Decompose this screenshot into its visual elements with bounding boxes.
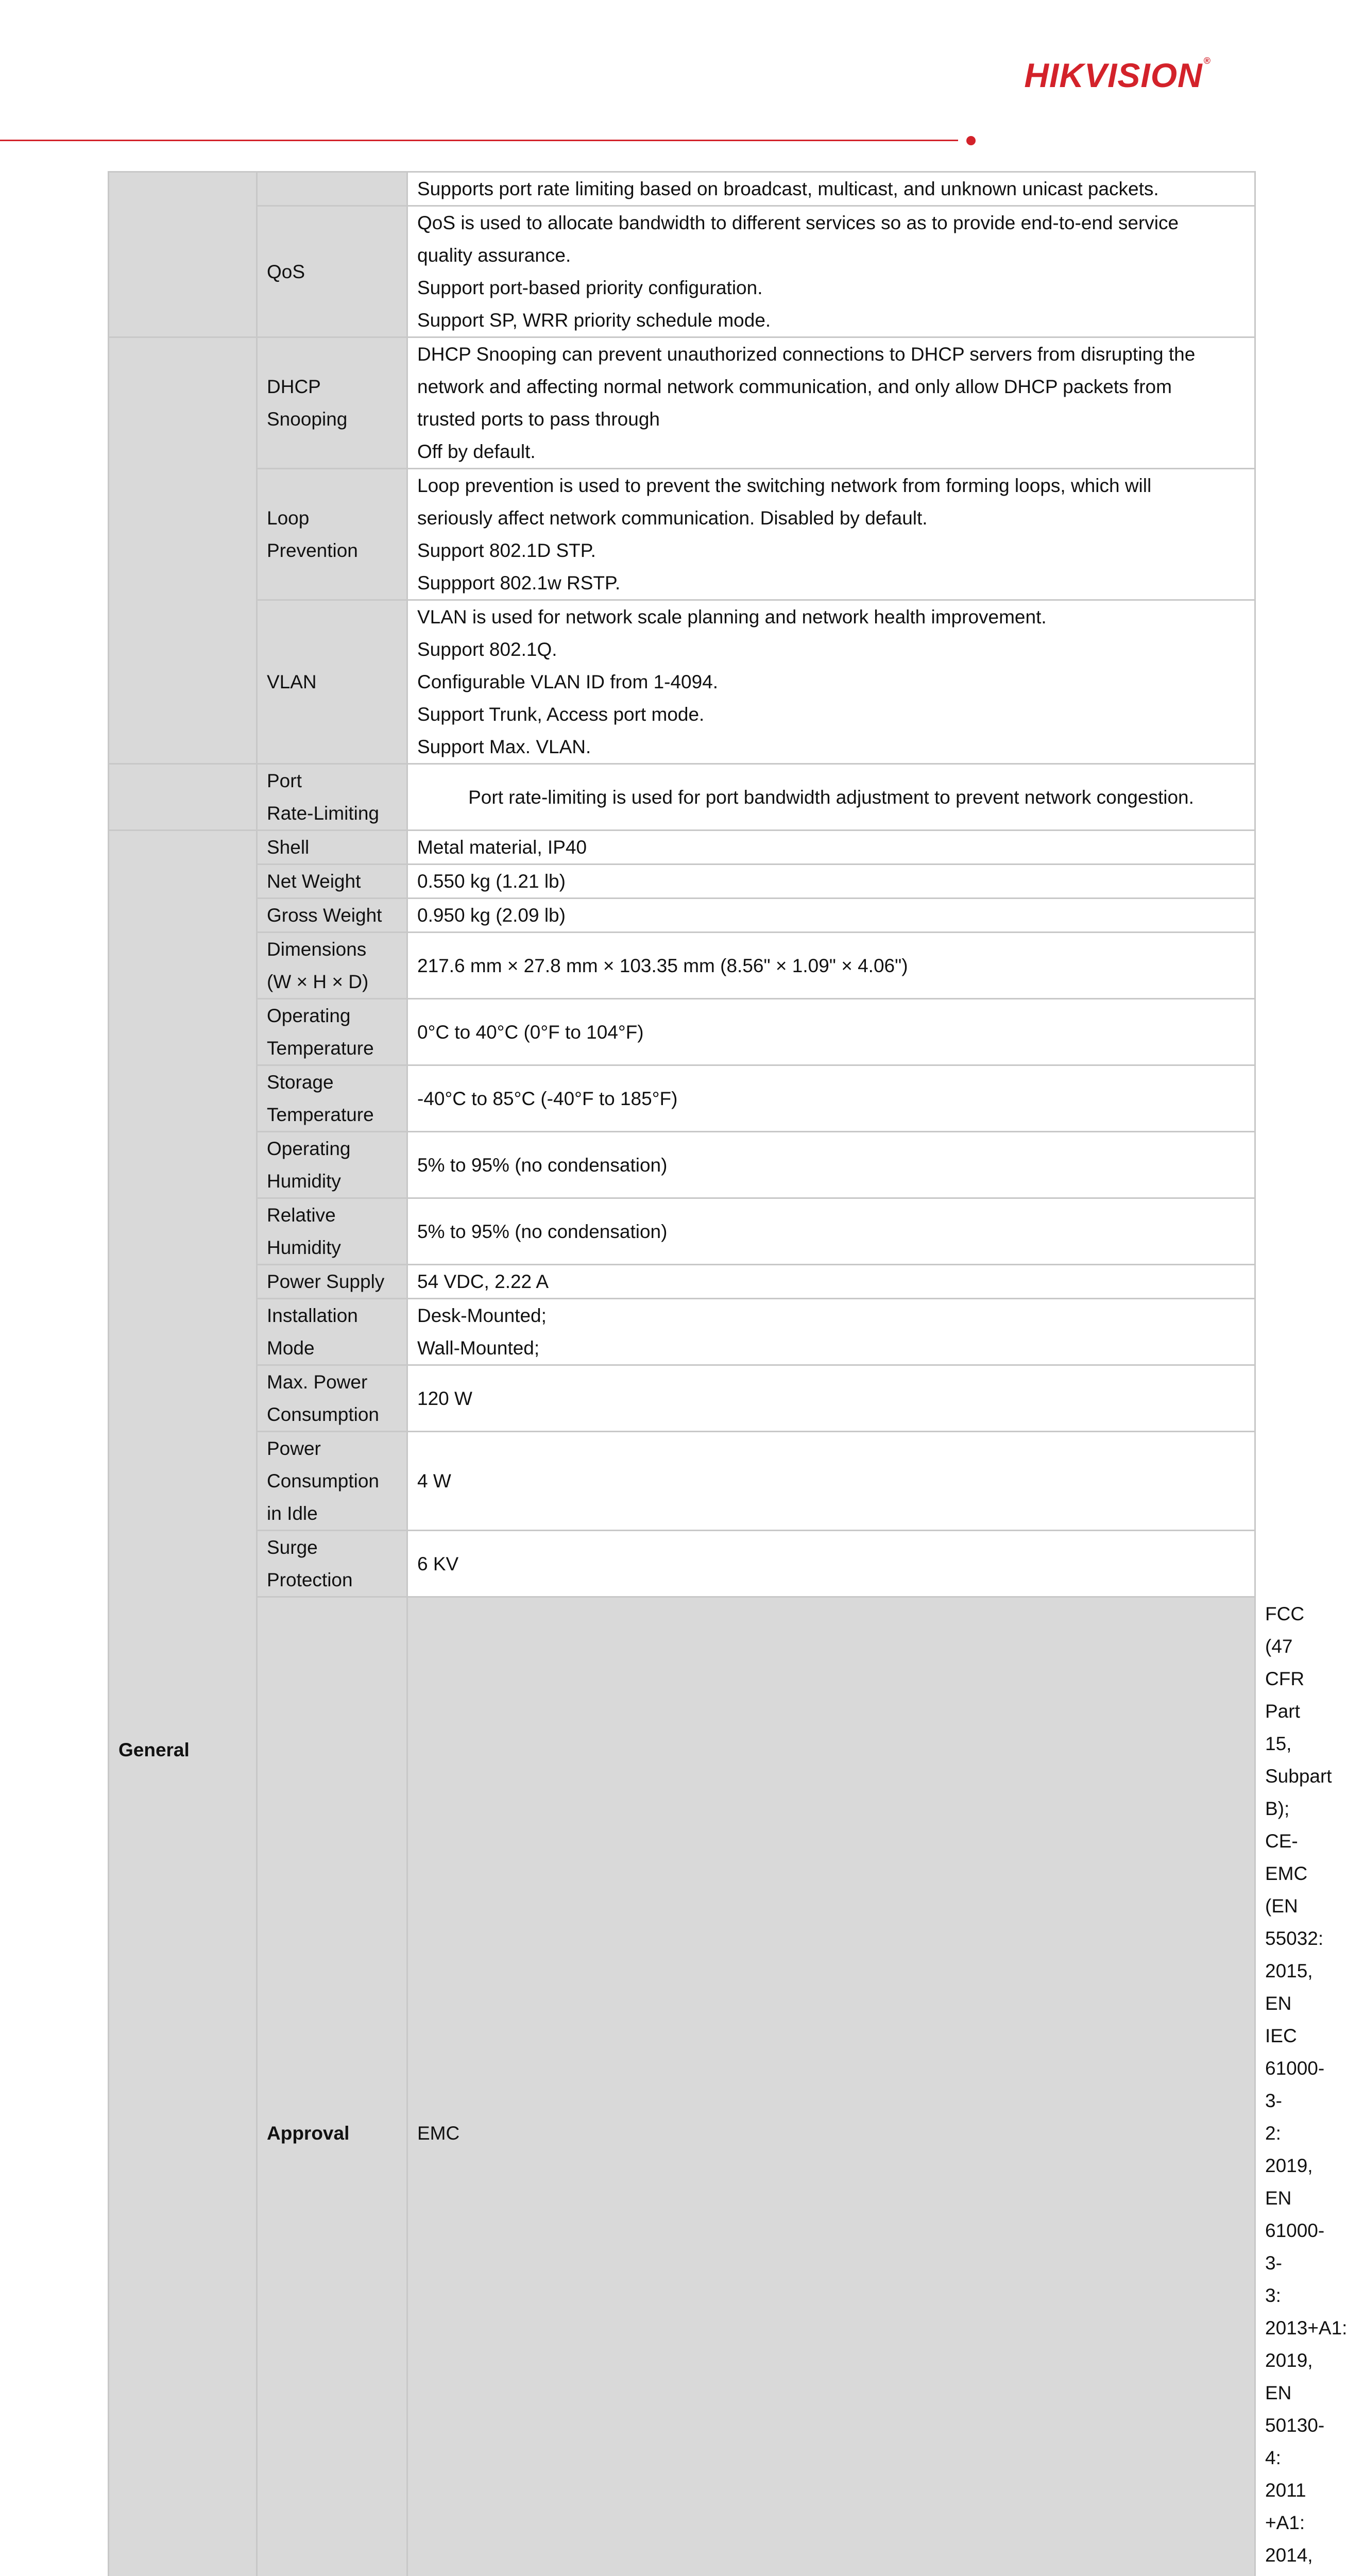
value-cell (407, 172, 1255, 206)
spec-table (108, 171, 1256, 2576)
value-cell-vlan (407, 600, 1255, 764)
value-cell-qos (407, 206, 1255, 337)
category-cell (109, 337, 257, 764)
feature-label: Prevention (267, 534, 397, 567)
feature-label: Dimensions (267, 933, 397, 965)
feature-label: Consumption (267, 1465, 397, 1497)
feature-label: Temperature (267, 1032, 397, 1064)
qos-line: Support SP, WRR priority schedule mode. (417, 304, 1245, 336)
hikvision-logo (1024, 56, 1211, 95)
table-row (109, 600, 1255, 764)
table-row (109, 1065, 1255, 1132)
vlan-line: Configurable VLAN ID from 1-4094. (417, 666, 1245, 698)
table-row (109, 933, 1255, 999)
value-line: Desk-Mounted; (417, 1299, 1245, 1332)
feature-label: Consumption (267, 1398, 397, 1431)
logo-text: HIKVISION (1024, 56, 1202, 94)
feature-label: DHCP (267, 370, 397, 403)
feature-install (257, 1299, 407, 1365)
feature-shell: Shell (257, 831, 407, 865)
table-row (109, 865, 1255, 899)
feature-dimensions (257, 933, 407, 999)
table-row (109, 206, 1255, 337)
value-max-power: 120 W (407, 1365, 1255, 1432)
feature-emc: EMC (407, 1597, 1255, 2576)
loop-line: seriously affect network communication. Disabled by default. (417, 502, 1245, 534)
feature-st-temp (257, 1065, 407, 1132)
value-cell-port-rate: Port rate-limiting is used for port bandwidth adjustment to prevent network congestion. (407, 764, 1255, 831)
value-net-weight: 0.550 kg (1.21 lb) (407, 865, 1255, 899)
header-rule (0, 140, 958, 141)
feature-label: Operating (267, 1132, 397, 1165)
feature-idle-power (257, 1432, 407, 1531)
feature-label: Storage (267, 1066, 397, 1098)
feature-op-hum (257, 1132, 407, 1198)
feature-label: (W × H × D) (267, 965, 397, 998)
qos-line: QoS is used to allocate bandwidth to different services so as to provide end-to-end service (417, 207, 1245, 239)
value-surge: 6 KV (407, 1531, 1255, 1597)
value-rel-hum: 5% to 95% (no condensation) (407, 1198, 1255, 1265)
feature-cell-loop (257, 469, 407, 600)
feature-label: Surge (267, 1531, 397, 1564)
dhcp-line: network and affecting normal network communication, and only allow DHCP packets from (417, 370, 1245, 403)
feature-label: in Idle (267, 1497, 397, 1530)
feature-label: Humidity (267, 1231, 397, 1264)
value-op-temp: 0°C to 40°C (0°F to 104°F) (407, 999, 1255, 1065)
feature-cell-dhcp (257, 337, 407, 469)
category-general: General (109, 831, 257, 2576)
category-cell (109, 172, 257, 337)
feature-cell (257, 172, 407, 206)
feature-max-power (257, 1365, 407, 1432)
feature-op-temp (257, 999, 407, 1065)
table-row (109, 469, 1255, 600)
value-cell-dhcp (407, 337, 1255, 469)
feature-label: Snooping (267, 403, 397, 435)
table-row: Approval EMC FCC (47 CFR Part 15, Subpart B); CE-EMC (EN 55032: 2015, EN IEC 61000-3-2: 2019, EN 61000-3-3: 2013+A1: 2019, EN 50130-4: 2011 +A1: 2014, (109, 1597, 1255, 2576)
vlan-line: Support Trunk, Access port mode. (417, 698, 1245, 731)
table-row (109, 337, 1255, 469)
feature-label: Relative (267, 1199, 397, 1231)
rate-broadcast-text: Supports port rate limiting based on broadcast, multicast, and unknown unicast packets. (417, 178, 1159, 199)
loop-line: Suppport 802.1w RSTP. (417, 567, 1245, 599)
feature-label: Installation (267, 1299, 397, 1332)
feature-label: Humidity (267, 1165, 397, 1197)
feature-label: Rate-Limiting (267, 797, 397, 829)
value-op-hum: 5% to 95% (no condensation) (407, 1132, 1255, 1198)
table-row (109, 831, 1255, 865)
feature-gross-weight: Gross Weight (257, 899, 407, 933)
feature-cell-port-rate (257, 764, 407, 831)
registered-mark: ® (1204, 56, 1211, 66)
value-dimensions: 217.6 mm × 27.8 mm × 103.35 mm (8.56" × 1.09" × 4.06") (407, 933, 1255, 999)
value-st-temp: -40°C to 85°C (-40°F to 185°F) (407, 1065, 1255, 1132)
value-cell-loop (407, 469, 1255, 600)
table-row (109, 1299, 1255, 1365)
dhcp-line: DHCP Snooping can prevent unauthorized connections to DHCP servers from disrupting the (417, 338, 1245, 370)
value-idle-power: 4 W (407, 1432, 1255, 1531)
vlan-line: Support 802.1Q. (417, 633, 1245, 666)
value-shell: Metal material, IP40 (407, 831, 1255, 865)
value-gross-weight: 0.950 kg (2.09 lb) (407, 899, 1255, 933)
table-row (109, 1265, 1255, 1299)
value-power-supply: 54 VDC, 2.22 A (407, 1265, 1255, 1299)
feature-label: Port (267, 765, 397, 797)
feature-label: Mode (267, 1332, 397, 1364)
table-row (109, 1531, 1255, 1597)
feature-label: Protection (267, 1564, 397, 1596)
feature-cell-vlan: VLAN (257, 600, 407, 764)
table-row (109, 764, 1255, 831)
table-row (109, 172, 1255, 206)
table-row (109, 1198, 1255, 1265)
feature-power-supply: Power Supply (257, 1265, 407, 1299)
table-row (109, 1365, 1255, 1432)
feature-rel-hum (257, 1198, 407, 1265)
loop-line: Loop prevention is used to prevent the switching network from forming loops, which will (417, 469, 1245, 502)
table-row (109, 1432, 1255, 1531)
table-row (109, 1132, 1255, 1198)
feature-label: Temperature (267, 1098, 397, 1131)
feature-surge (257, 1531, 407, 1597)
vlan-line: Support Max. VLAN. (417, 731, 1245, 763)
dhcp-line: trusted ports to pass through (417, 403, 1245, 435)
feature-label: Power (267, 1432, 397, 1465)
feature-label: Max. Power (267, 1366, 397, 1398)
category-cell (109, 764, 257, 831)
vlan-line: VLAN is used for network scale planning and network health improvement. (417, 601, 1245, 633)
qos-line: quality assurance. (417, 239, 1245, 272)
feature-label: Operating (267, 999, 397, 1032)
feature-label: Loop (267, 502, 397, 534)
feature-net-weight: Net Weight (257, 865, 407, 899)
table-row (109, 899, 1255, 933)
dhcp-line: Off by default. (417, 435, 1245, 468)
feature-cell-qos: QoS (257, 206, 407, 337)
value-install (407, 1299, 1255, 1365)
qos-line: Support port-based priority configuration. (417, 272, 1245, 304)
category-approval: Approval (257, 1597, 407, 2576)
value-line: Wall-Mounted; (417, 1332, 1245, 1364)
header-rule-dot (966, 136, 976, 145)
loop-line: Support 802.1D STP. (417, 534, 1245, 567)
table-row (109, 999, 1255, 1065)
